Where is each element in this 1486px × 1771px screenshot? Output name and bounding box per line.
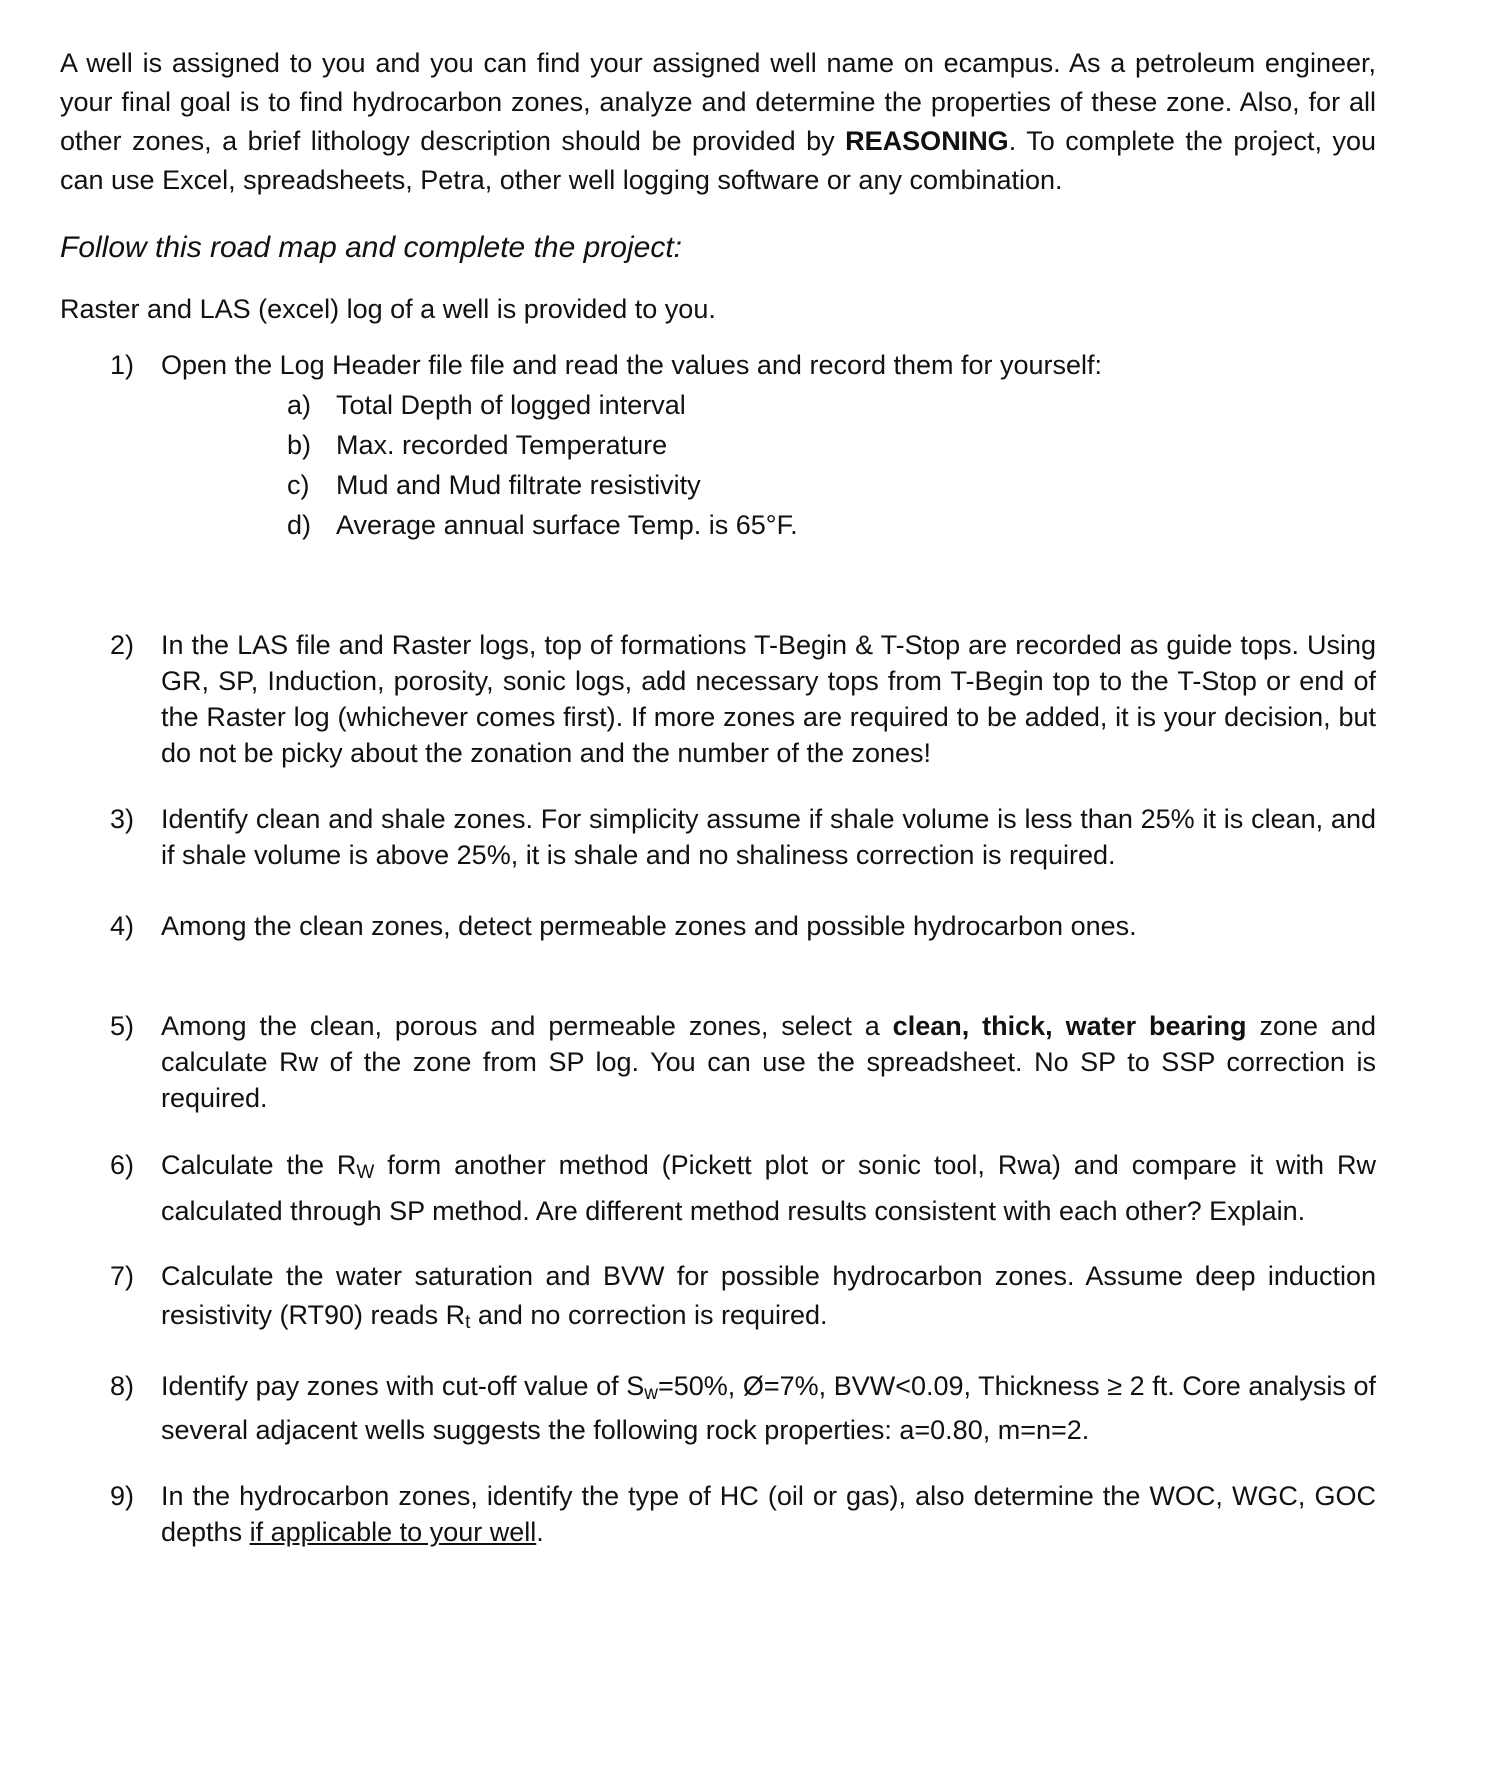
item-text-subscript: t	[465, 1312, 471, 1333]
item-text-post: .	[536, 1517, 544, 1547]
item-text: Among the clean zones, detect permeable zones and possible hydrocarbon ones.	[161, 911, 1137, 941]
item-text	[161, 1146, 1376, 1231]
intro-text-2: . To complete the project, you can use Excel, spreadsheets, Petra, other well logging software or any combination.	[60, 126, 1377, 195]
header-values-list	[60, 385, 1376, 545]
item-text-post: form another method (Pickett plot or sonic tool, Rwa) and compare it with Rw calculated through SP method. Are different method results consistent with each other? Explain.	[161, 1150, 1376, 1226]
sub-item-b	[60, 425, 1376, 465]
item-text: In the LAS file and Raster logs, top of formations T-Begin & T-Stop are recorded as guide tops. Using GR, SP, Induction, porosity, sonic logs, add necessary tops from T-Begin top to the T-Stop or end of the Raster log (whichever comes first). If more zones are required to be added, it is your decision, but do not be picky about the zonation and the number of the zones!	[161, 630, 1376, 768]
sub-item-letter: c)	[287, 470, 310, 500]
sub-item-d	[60, 505, 1376, 545]
roadmap-item-1	[60, 346, 1376, 385]
item-text-post: =50%, Ø=7%, BVW<0.09, Thickness ≥ 2 ft. Core analysis of several adjacent wells suggests the following rock properties: a=0.80, m=n=2.	[161, 1371, 1376, 1445]
item-text-pre: Among the clean, porous and permeable zones, select a	[161, 1011, 893, 1041]
roadmap-item-8	[60, 1368, 1376, 1448]
item-text	[161, 1257, 1376, 1342]
document-page	[60, 44, 1376, 1550]
item-text-pre: Calculate the R	[161, 1150, 357, 1180]
item-number: 2)	[110, 630, 135, 660]
roadmap-item-3	[60, 801, 1376, 873]
sub-item-text: Average annual surface Temp. is 65°F.	[336, 510, 798, 540]
sub-item-letter: d)	[287, 510, 312, 540]
roadmap-item-4	[60, 907, 1376, 946]
item-text-pre: Identify pay zones with cut-off value of S	[161, 1371, 645, 1401]
roadmap-item-5	[60, 1008, 1376, 1116]
intro-text-1: A well is assigned to you and you can find your assigned well name on ecampus. As a petroleum engineer, your final goal is to find hydrocarbon zones, analyze and determine the properties of these zone. Also, for all other zones, a brief lithology description should be provided by	[60, 48, 1376, 156]
item-text	[161, 1368, 1376, 1448]
sub-item-letter: b)	[287, 430, 312, 460]
intro-paragraph	[60, 44, 1376, 200]
item-text-subscript: w	[644, 1383, 658, 1404]
item-text-post: and no correction is required.	[470, 1300, 828, 1330]
item-number: 1)	[110, 350, 135, 380]
item-number: 5)	[110, 1011, 135, 1041]
sub-item-c	[60, 465, 1376, 505]
item-text	[161, 1478, 1376, 1550]
item-text: Identify clean and shale zones. For simplicity assume if shale volume is less than 25% it is clean, and if shale volume is above 25%, it is shale and no shaliness correction is required.	[161, 804, 1376, 870]
item-number: 3)	[110, 804, 135, 834]
item-text: Open the Log Header file file and read the values and record them for yourself:	[161, 350, 1103, 380]
item-number: 6)	[110, 1150, 135, 1180]
sub-item-text: Mud and Mud filtrate resistivity	[336, 470, 701, 500]
item-text-bold: clean, thick, water bearing	[892, 1011, 1247, 1041]
roadmap-heading: Follow this road map and complete the project:	[60, 231, 682, 264]
roadmap-item-7	[60, 1257, 1376, 1342]
item-text-underline: if applicable to your well	[249, 1517, 537, 1547]
sub-item-text: Total Depth of logged interval	[336, 390, 686, 420]
item-number: 4)	[110, 911, 135, 941]
sub-item-text: Max. recorded Temperature	[336, 430, 668, 460]
item-text-pre: Calculate the water saturation and BVW for possible hydrocarbon zones. Assume deep induction resistivity (RT90) reads R	[161, 1261, 1376, 1330]
sub-item-letter: a)	[287, 390, 312, 420]
item-number: 8)	[110, 1371, 135, 1401]
lead-sentence: Raster and LAS (excel) log of a well is provided to you.	[60, 294, 716, 324]
intro-bold-reasoning: REASONING	[845, 126, 1009, 156]
sub-item-a	[60, 385, 1376, 425]
item-text-subscript: W	[356, 1162, 375, 1183]
roadmap-item-2	[60, 627, 1376, 771]
item-text-post: zone and calculate Rw of the zone from SP log. You can use the spreadsheet. No SP to SSP correction is required.	[161, 1011, 1376, 1113]
item-number: 7)	[110, 1261, 135, 1291]
item-number: 9)	[110, 1481, 135, 1511]
item-text	[161, 1008, 1376, 1116]
roadmap-item-9	[60, 1478, 1376, 1550]
roadmap-item-6	[60, 1146, 1376, 1231]
item-text-pre: In the hydrocarbon zones, identify the type of HC (oil or gas), also determine the WOC, WGC, GOC depths	[161, 1481, 1376, 1547]
